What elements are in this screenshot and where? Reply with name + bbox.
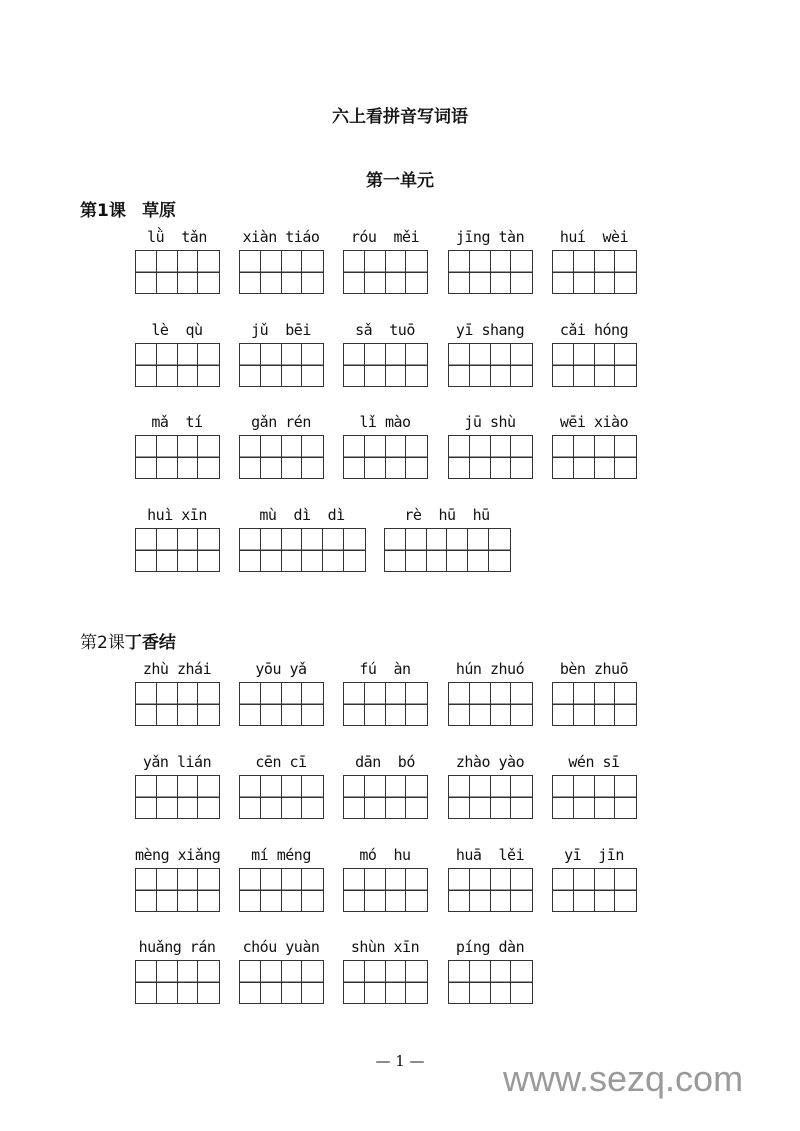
pinyin-label: bèn zhuō <box>559 660 629 678</box>
pinyin-label: gǎn rén <box>251 413 311 431</box>
grid-cell[interactable] <box>574 869 595 911</box>
pinyin-label: lè qù <box>151 321 203 339</box>
pinyin-label: jǔ bēi <box>251 321 311 339</box>
grid-cell[interactable] <box>386 869 407 911</box>
grid-cell[interactable] <box>344 344 365 386</box>
grid-cell[interactable] <box>491 869 512 911</box>
writing-grid[interactable] <box>343 250 428 294</box>
grid-cell[interactable] <box>240 869 261 911</box>
writing-grid[interactable] <box>239 868 324 912</box>
grid-cell[interactable] <box>449 344 470 386</box>
writing-grid[interactable] <box>343 868 428 912</box>
writing-grid[interactable] <box>448 775 533 819</box>
grid-cell[interactable] <box>240 961 261 1003</box>
pinyin-label: huā lěi <box>455 846 525 864</box>
grid-cell[interactable] <box>136 529 157 571</box>
pinyin-label: píng dàn <box>455 938 525 956</box>
grid-cell[interactable] <box>447 529 468 571</box>
grid-cell[interactable] <box>240 251 261 293</box>
grid-cell[interactable] <box>282 529 303 571</box>
grid-cell[interactable] <box>198 961 219 1003</box>
pinyin-label: yī jīn <box>564 846 624 864</box>
grid-cell[interactable] <box>511 961 532 1003</box>
pinyin-label: mí méng <box>251 846 311 864</box>
grid-cell[interactable] <box>302 251 323 293</box>
grid-cell[interactable] <box>261 529 282 571</box>
writing-grid[interactable] <box>135 343 220 387</box>
grid-cell[interactable] <box>449 776 470 818</box>
pinyin-label: yǎn lián <box>142 753 212 771</box>
writing-grid[interactable] <box>135 528 220 572</box>
pinyin-label: cǎi hóng <box>559 321 629 339</box>
grid-cell[interactable] <box>344 776 365 818</box>
lesson-1-name: 草原 <box>142 201 177 221</box>
grid-cell[interactable] <box>282 776 303 818</box>
pinyin-label: jīng tàn <box>455 228 525 246</box>
grid-cell[interactable] <box>302 776 323 818</box>
writing-grid[interactable] <box>552 868 637 912</box>
grid-cell[interactable] <box>136 683 157 725</box>
grid-cell[interactable] <box>449 683 470 725</box>
pinyin-label: huí wèi <box>559 228 629 246</box>
grid-cell[interactable] <box>553 776 574 818</box>
grid-cell[interactable] <box>302 529 323 571</box>
grid-cell[interactable] <box>302 869 323 911</box>
grid-cell[interactable] <box>198 529 219 571</box>
writing-grid[interactable] <box>552 250 637 294</box>
grid-cell[interactable] <box>261 961 282 1003</box>
grid-cell[interactable] <box>282 436 303 478</box>
lesson-2-label: 第2课 <box>80 633 125 653</box>
grid-cell[interactable] <box>157 529 178 571</box>
grid-cell[interactable] <box>240 344 261 386</box>
grid-cell[interactable] <box>261 344 282 386</box>
writing-grid[interactable] <box>552 343 637 387</box>
pinyin-label: mǎ tí <box>151 413 203 431</box>
writing-grid[interactable] <box>448 435 533 479</box>
grid-cell[interactable] <box>344 961 365 1003</box>
grid-cell[interactable] <box>470 869 491 911</box>
pinyin-label: dān bó <box>355 753 415 771</box>
writing-grid[interactable] <box>135 435 220 479</box>
pinyin-label: jū shù <box>464 413 516 431</box>
grid-cell[interactable] <box>386 344 407 386</box>
pinyin-label: wén sī <box>568 753 620 771</box>
grid-cell[interactable] <box>157 869 178 911</box>
writing-grid[interactable] <box>343 435 428 479</box>
unit-heading: 第一单元 <box>366 171 434 191</box>
grid-cell[interactable] <box>344 251 365 293</box>
grid-cell[interactable] <box>178 344 199 386</box>
grid-cell[interactable] <box>615 869 636 911</box>
pinyin-label: yōu yǎ <box>255 660 307 678</box>
grid-cell[interactable] <box>574 251 595 293</box>
grid-cell[interactable] <box>386 776 407 818</box>
pinyin-label: yī shang <box>455 321 525 339</box>
grid-cell[interactable] <box>553 251 574 293</box>
grid-cell[interactable] <box>136 869 157 911</box>
grid-cell[interactable] <box>491 344 512 386</box>
pinyin-label: hún zhuó <box>455 660 525 678</box>
grid-cell[interactable] <box>553 436 574 478</box>
pinyin-label: mó hu <box>359 846 411 864</box>
grid-cell[interactable] <box>449 251 470 293</box>
grid-cell[interactable] <box>198 344 219 386</box>
grid-cell[interactable] <box>615 776 636 818</box>
grid-cell[interactable] <box>178 251 199 293</box>
grid-cell[interactable] <box>344 436 365 478</box>
grid-cell[interactable] <box>553 344 574 386</box>
grid-cell[interactable] <box>178 961 199 1003</box>
grid-cell[interactable] <box>574 683 595 725</box>
writing-grid[interactable] <box>135 868 220 912</box>
grid-cell[interactable] <box>157 436 178 478</box>
grid-cell[interactable] <box>511 436 532 478</box>
grid-cell[interactable] <box>157 961 178 1003</box>
grid-cell[interactable] <box>553 683 574 725</box>
grid-cell[interactable] <box>491 683 512 725</box>
grid-cell[interactable] <box>386 251 407 293</box>
grid-cell[interactable] <box>136 344 157 386</box>
grid-cell[interactable] <box>595 436 616 478</box>
grid-cell[interactable] <box>406 869 427 911</box>
grid-cell[interactable] <box>178 869 199 911</box>
pinyin-label: huì xīn <box>147 506 207 524</box>
grid-cell[interactable] <box>468 529 489 571</box>
grid-cell[interactable] <box>365 776 386 818</box>
grid-cell[interactable] <box>282 251 303 293</box>
pinyin-label: zhù zhái <box>142 660 212 678</box>
grid-cell[interactable] <box>406 683 427 725</box>
grid-cell[interactable] <box>511 344 532 386</box>
grid-cell[interactable] <box>615 251 636 293</box>
grid-cell[interactable] <box>491 251 512 293</box>
grid-cell[interactable] <box>198 251 219 293</box>
grid-cell[interactable] <box>595 776 616 818</box>
writing-grid[interactable] <box>448 868 533 912</box>
writing-grid[interactable] <box>448 250 533 294</box>
grid-cell[interactable] <box>136 251 157 293</box>
grid-cell[interactable] <box>344 529 365 571</box>
pinyin-label: sǎ tuō <box>355 321 415 339</box>
writing-grid[interactable] <box>135 960 220 1004</box>
writing-grid[interactable] <box>448 343 533 387</box>
grid-cell[interactable] <box>595 683 616 725</box>
grid-cell[interactable] <box>511 776 532 818</box>
grid-cell[interactable] <box>261 683 282 725</box>
writing-grid[interactable] <box>384 528 511 572</box>
grid-cell[interactable] <box>136 436 157 478</box>
grid-cell[interactable] <box>282 869 303 911</box>
grid-cell[interactable] <box>406 529 427 571</box>
grid-cell[interactable] <box>365 961 386 1003</box>
writing-grid[interactable] <box>448 682 533 726</box>
grid-cell[interactable] <box>198 776 219 818</box>
writing-grid[interactable] <box>343 682 428 726</box>
grid-cell[interactable] <box>365 251 386 293</box>
grid-cell[interactable] <box>261 251 282 293</box>
grid-cell[interactable] <box>491 961 512 1003</box>
grid-cell[interactable] <box>385 529 406 571</box>
grid-cell[interactable] <box>365 683 386 725</box>
grid-cell[interactable] <box>302 344 323 386</box>
lesson-2-name: 丁香结 <box>124 633 176 653</box>
pinyin-label: chóu yuàn <box>242 938 320 956</box>
grid-cell[interactable] <box>511 869 532 911</box>
lesson-2-heading <box>80 628 176 653</box>
grid-cell[interactable] <box>240 436 261 478</box>
grid-cell[interactable] <box>470 251 491 293</box>
page-number: — 1 — <box>375 1052 425 1070</box>
grid-cell[interactable] <box>511 683 532 725</box>
writing-grid[interactable] <box>135 682 220 726</box>
writing-grid[interactable] <box>343 775 428 819</box>
grid-cell[interactable] <box>344 683 365 725</box>
writing-grid[interactable] <box>239 775 324 819</box>
writing-grid[interactable] <box>343 343 428 387</box>
pinyin-label: lǐ mào <box>359 413 411 431</box>
grid-cell[interactable] <box>406 436 427 478</box>
writing-grid[interactable] <box>552 775 637 819</box>
pinyin-label: lǜ tǎn <box>147 228 207 246</box>
grid-cell[interactable] <box>136 961 157 1003</box>
grid-cell[interactable] <box>386 683 407 725</box>
pinyin-label: fú àn <box>359 660 411 678</box>
grid-cell[interactable] <box>595 344 616 386</box>
grid-cell[interactable] <box>406 776 427 818</box>
writing-grid[interactable] <box>343 960 428 1004</box>
grid-cell[interactable] <box>282 344 303 386</box>
grid-cell[interactable] <box>595 869 616 911</box>
writing-grid[interactable] <box>239 343 324 387</box>
lesson-1-heading <box>80 196 176 221</box>
grid-cell[interactable] <box>178 436 199 478</box>
grid-cell[interactable] <box>282 961 303 1003</box>
grid-cell[interactable] <box>491 436 512 478</box>
grid-cell[interactable] <box>198 436 219 478</box>
grid-cell[interactable] <box>470 961 491 1003</box>
grid-cell[interactable] <box>157 344 178 386</box>
grid-cell[interactable] <box>574 776 595 818</box>
grid-cell[interactable] <box>574 436 595 478</box>
writing-grid[interactable] <box>135 250 220 294</box>
grid-cell[interactable] <box>365 344 386 386</box>
grid-cell[interactable] <box>553 869 574 911</box>
grid-cell[interactable] <box>323 529 344 571</box>
grid-cell[interactable] <box>178 683 199 725</box>
grid-cell[interactable] <box>302 683 323 725</box>
grid-cell[interactable] <box>157 683 178 725</box>
grid-cell[interactable] <box>406 251 427 293</box>
pinyin-label: shùn xīn <box>350 938 420 956</box>
grid-cell[interactable] <box>449 961 470 1003</box>
writing-grid[interactable] <box>239 250 324 294</box>
grid-cell[interactable] <box>386 436 407 478</box>
grid-cell[interactable] <box>615 344 636 386</box>
pinyin-label: rè hū hū <box>404 506 490 524</box>
grid-cell[interactable] <box>470 683 491 725</box>
grid-cell[interactable] <box>136 776 157 818</box>
grid-cell[interactable] <box>157 251 178 293</box>
pinyin-label: huǎng rán <box>138 938 216 956</box>
pinyin-label: wēi xiào <box>559 413 629 431</box>
grid-cell[interactable] <box>511 251 532 293</box>
grid-cell[interactable] <box>470 436 491 478</box>
pinyin-label: xiàn tiáo <box>242 228 320 246</box>
watermark: www.sezq.com <box>503 1058 744 1099</box>
grid-cell[interactable] <box>178 529 199 571</box>
pinyin-label: róu měi <box>350 228 420 246</box>
grid-cell[interactable] <box>470 776 491 818</box>
lesson-1-label: 第1课 <box>80 201 126 221</box>
grid-cell[interactable] <box>489 529 510 571</box>
grid-cell[interactable] <box>595 251 616 293</box>
writing-grid[interactable] <box>448 960 533 1004</box>
pinyin-label: zhào yào <box>455 753 525 771</box>
writing-grid[interactable] <box>552 682 637 726</box>
grid-cell[interactable] <box>449 436 470 478</box>
grid-cell[interactable] <box>240 529 261 571</box>
grid-cell[interactable] <box>261 776 282 818</box>
grid-cell[interactable] <box>470 344 491 386</box>
grid-cell[interactable] <box>198 683 219 725</box>
grid-cell[interactable] <box>261 869 282 911</box>
grid-cell[interactable] <box>365 869 386 911</box>
grid-cell[interactable] <box>178 776 199 818</box>
pinyin-label: mèng xiǎng <box>135 846 221 864</box>
writing-grid[interactable] <box>239 435 324 479</box>
grid-cell[interactable] <box>406 961 427 1003</box>
grid-cell[interactable] <box>282 683 303 725</box>
grid-cell[interactable] <box>302 961 323 1003</box>
grid-cell[interactable] <box>344 869 365 911</box>
pinyin-label: cēn cī <box>255 753 307 771</box>
grid-cell[interactable] <box>198 869 219 911</box>
writing-grid[interactable] <box>239 682 324 726</box>
grid-cell[interactable] <box>406 344 427 386</box>
writing-grid[interactable] <box>552 435 637 479</box>
grid-cell[interactable] <box>261 436 282 478</box>
pinyin-label: mù dì dì <box>259 506 345 524</box>
writing-grid[interactable] <box>135 775 220 819</box>
page-title: 六上看拼音写词语 <box>332 107 468 127</box>
grid-cell[interactable] <box>615 683 636 725</box>
writing-grid[interactable] <box>239 528 366 572</box>
grid-cell[interactable] <box>491 776 512 818</box>
grid-cell[interactable] <box>386 961 407 1003</box>
grid-cell[interactable] <box>302 436 323 478</box>
grid-cell[interactable] <box>157 776 178 818</box>
grid-cell[interactable] <box>574 344 595 386</box>
grid-cell[interactable] <box>615 436 636 478</box>
grid-cell[interactable] <box>240 683 261 725</box>
grid-cell[interactable] <box>427 529 448 571</box>
writing-grid[interactable] <box>239 960 324 1004</box>
grid-cell[interactable] <box>449 869 470 911</box>
grid-cell[interactable] <box>240 776 261 818</box>
grid-cell[interactable] <box>365 436 386 478</box>
